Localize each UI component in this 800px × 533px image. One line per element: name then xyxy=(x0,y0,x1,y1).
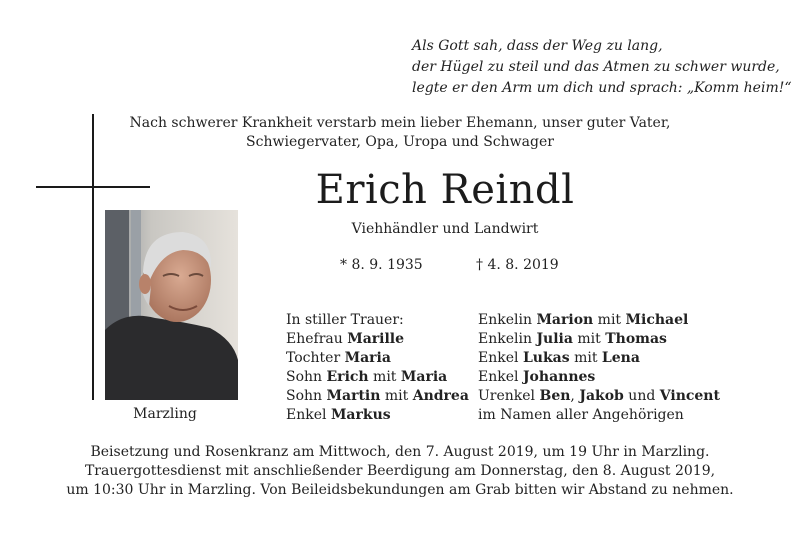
death-date: † 4. 8. 2019 xyxy=(476,257,559,273)
mourner-name: Maria xyxy=(344,350,391,366)
mourner-name: Marion xyxy=(536,312,594,328)
mourner-line xyxy=(478,387,720,406)
mourner-relation: mit xyxy=(380,388,413,404)
mourner-relation: mit xyxy=(569,350,602,366)
mourner-relation: im Namen aller Angehörigen xyxy=(478,407,684,423)
mourner-relation: Sohn xyxy=(286,388,327,404)
mourner-line xyxy=(478,311,720,330)
mourner-name: Vincent xyxy=(659,388,720,404)
mourner-relation: Urenkel xyxy=(478,388,540,404)
cross-icon-horizontal xyxy=(36,186,150,188)
mourner-relation: mit xyxy=(368,369,401,385)
mourner-line xyxy=(286,349,469,368)
mourner-name: Michael xyxy=(625,312,689,328)
deceased-name: Erich Reindl xyxy=(315,167,575,213)
mourner-name: Julia xyxy=(536,331,573,347)
mourner-relation: mit xyxy=(572,331,606,347)
deceased-profession: Viehhändler und Landwirt xyxy=(351,221,539,237)
mourner-line xyxy=(286,406,469,425)
mourner-relation: Enkel xyxy=(478,350,523,366)
cross-icon-vertical xyxy=(92,114,94,400)
mourner-name: Erich xyxy=(326,369,369,385)
mourner-line xyxy=(286,387,469,406)
mourner-line xyxy=(478,406,720,425)
mourner-relation: Enkel xyxy=(478,369,523,385)
mourner-relation: , xyxy=(570,388,580,404)
mourner-relation: und xyxy=(623,388,660,404)
mourner-relation: In stiller Trauer: xyxy=(286,312,404,328)
poem-line: legte er den Arm um dich und sprach: „Komm heim!“ xyxy=(412,80,792,96)
photo-caption: Marzling xyxy=(133,406,197,422)
funeral-info-line: um 10:30 Uhr in Marzling. Von Beileidsbekundungen am Grab bitten wir Abstand zu nehmen. xyxy=(66,482,734,498)
mourner-relation: Tochter xyxy=(286,350,345,366)
mourner-relation: Enkelin xyxy=(478,312,537,328)
poem-line: Als Gott sah, dass der Weg zu lang, xyxy=(412,38,663,54)
portrait-image xyxy=(105,210,238,400)
funeral-info xyxy=(20,443,780,500)
mourner-relation: Ehefrau xyxy=(286,331,348,347)
mourner-name: Jakob xyxy=(579,388,624,404)
funeral-info-line: Trauergottesdienst mit anschließender Beerdigung am Donnerstag, den 8. August 2019, xyxy=(84,463,716,479)
mourner-line xyxy=(478,330,720,349)
mourner-name: Andrea xyxy=(412,388,469,404)
portrait-photo xyxy=(105,210,238,400)
mourner-name: Markus xyxy=(330,407,391,423)
mourner-name: Marille xyxy=(347,331,405,347)
mourner-line xyxy=(478,349,720,368)
mourner-relation: Enkel xyxy=(286,407,331,423)
mourner-name: Maria xyxy=(400,369,448,385)
mourner-name: Martin xyxy=(326,388,381,404)
mourner-line xyxy=(286,368,469,387)
birth-date: * 8. 9. 1935 xyxy=(340,257,423,273)
mourner-relation: Sohn xyxy=(286,369,327,385)
intro-text xyxy=(60,114,740,152)
poem xyxy=(412,36,792,99)
funeral-info-line: Beisetzung und Rosenkranz am Mittwoch, den 7. August 2019, um 19 Uhr in Marzling. xyxy=(90,444,710,460)
mourner-name: Lena xyxy=(601,350,640,366)
mourner-line xyxy=(286,330,469,349)
mourner-line xyxy=(286,311,469,330)
intro-line: Schwiegervater, Opa, Uropa und Schwager xyxy=(246,134,554,150)
mourner-name: Lukas xyxy=(522,350,570,366)
mourner-line xyxy=(478,368,720,387)
mourners-left xyxy=(286,311,469,425)
mourner-relation: Enkelin xyxy=(478,331,537,347)
mourner-name: Johannes xyxy=(522,369,596,385)
mourner-name: Thomas xyxy=(605,331,667,347)
mourners-right xyxy=(478,311,720,425)
mourner-name: Ben xyxy=(539,388,571,404)
intro-line: Nach schwerer Krankheit verstarb mein lieber Ehemann, unser guter Vater, xyxy=(129,115,671,131)
mourner-relation: mit xyxy=(593,312,626,328)
poem-line: der Hügel zu steil und das Atmen zu schwer wurde, xyxy=(412,59,780,75)
